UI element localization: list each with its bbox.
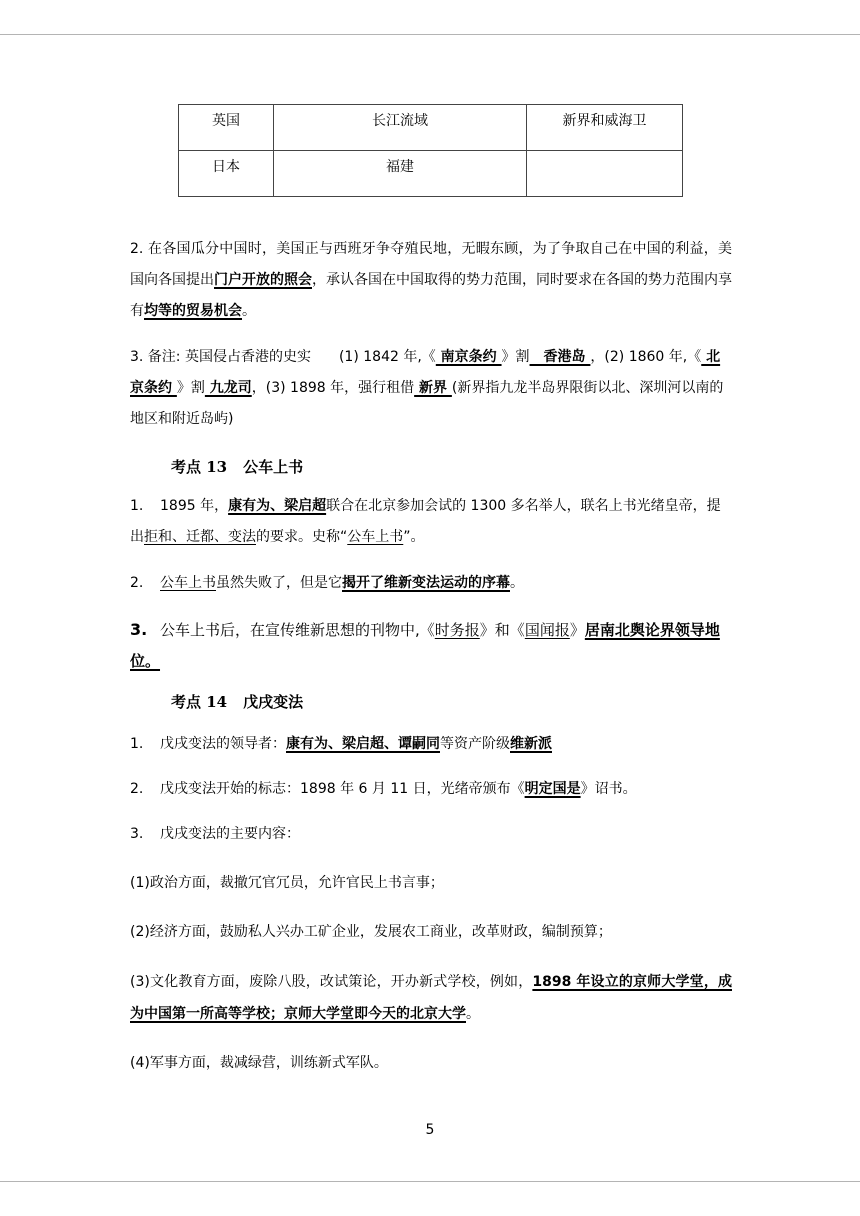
key-term: 南京条约 xyxy=(435,349,502,365)
key-term: 国闻报 xyxy=(524,621,570,639)
key-term: 居南北舆论界领导地位。 xyxy=(130,621,720,670)
content-item-military: (4)军事方面，裁减绿营，训练新式军队。 xyxy=(130,1055,388,1071)
key-term: 揭开了维新变法运动的序幕 xyxy=(342,575,510,591)
table-cell: 日本 xyxy=(179,151,274,197)
top-rule xyxy=(0,34,860,35)
table-cell: 福建 xyxy=(274,151,527,197)
content-item-politics: (1)政治方面，裁撤冗官冗员，允许官民上书言事； xyxy=(130,875,444,891)
table-row xyxy=(179,151,683,197)
list-item: 2. 戊戌变法开始的标志：1898 年 6 月 11 日，光绪帝颁布《明定国是》诏书。 xyxy=(130,781,637,797)
key-term: 新界 xyxy=(414,380,452,396)
key-term: 康有为、梁启超、谭嗣同 xyxy=(286,736,440,752)
bottom-rule xyxy=(0,1181,860,1182)
key-term: 香港岛 xyxy=(529,349,591,365)
key-term: 1898 年设立的京师大学堂，成为中国第一所高等学校；京师大学堂即今天的北京大学 xyxy=(130,974,732,1022)
list-item: 3. 戊戌变法的主要内容： xyxy=(130,826,300,842)
sphere-table xyxy=(178,104,683,197)
table-row xyxy=(179,105,683,151)
page-number: 5 xyxy=(425,1122,435,1138)
key-term: 维新派 xyxy=(510,736,552,752)
table-cell: 新界和威海卫 xyxy=(527,105,683,151)
list-item: 2. 公车上书虽然失败了，但是它揭开了维新变法运动的序幕。 xyxy=(130,575,524,591)
key-term: 公车上书 xyxy=(347,529,404,545)
key-term: 九龙司 xyxy=(204,380,252,396)
content-item-education: (3)文化教育方面，废除八股，改试策论，开办新式学校，例如，1898 年设立的京师大学堂，成为中国第一所高等学校；京师大学堂即今天的北京大学。 xyxy=(130,974,732,1022)
list-item: 1. 1895 年，康有为、梁启超联合在北京参加会试的 1300 多名举人，联名上书光绪皇帝，提出拒和、迁都、变法的要求。史称“公车上书”。 xyxy=(130,498,721,545)
table-cell xyxy=(527,151,683,197)
key-term: 北京条约 xyxy=(130,349,721,396)
paragraph-open-door: 2. 在各国瓜分中国时，美国正与西班牙争夺殖民地，无暇东顾，为了争取自己在中国的利益，美国向各国提出门户开放的照会，承认各国在中国取得的势力范围，同时要求在各国的势力范围内享有均等的贸易机会。 xyxy=(130,241,732,319)
key-term: 明定国是 xyxy=(524,781,581,797)
list-item: 1. 戊戌变法的领导者：康有为、梁启超、谭嗣同等资产阶级维新派 xyxy=(130,736,552,752)
list-item: 3. 公车上书后，在宣传维新思想的刊物中,《时务报》和《国闻报》居南北舆论界领导地位。 xyxy=(130,620,720,670)
key-term: 公车上书 xyxy=(160,575,216,591)
table-cell: 长江流域 xyxy=(274,105,527,151)
section-heading-13: 考点 13 公车上书 xyxy=(171,458,304,476)
content-item-economy: (2)经济方面，鼓励私人兴办工矿企业，发展农工商业，改革财政，编制预算； xyxy=(130,924,612,940)
key-term: 时务报 xyxy=(434,621,480,639)
key-term: 均等的贸易机会 xyxy=(144,303,242,319)
table-cell: 英国 xyxy=(179,105,274,151)
paragraph-hongkong-note: 3. 备注: 英国侵占香港的史实 (1) 1842 年,《 南京条约 》割 香港岛 ，(2) 1860 年,《 北京条约 》割 九龙司，(3) 1898 年，强行租借 新界 (新界指九龙半岛界限街以北、深圳河以南的地区和附近岛屿) xyxy=(130,349,724,427)
key-term: 门户开放的照会 xyxy=(214,272,312,288)
section-heading-14: 考点 14 戊戌变法 xyxy=(171,693,304,711)
key-term: 康有为、梁启超 xyxy=(228,498,327,514)
key-term: 拒和、迁都、变法 xyxy=(144,529,256,545)
